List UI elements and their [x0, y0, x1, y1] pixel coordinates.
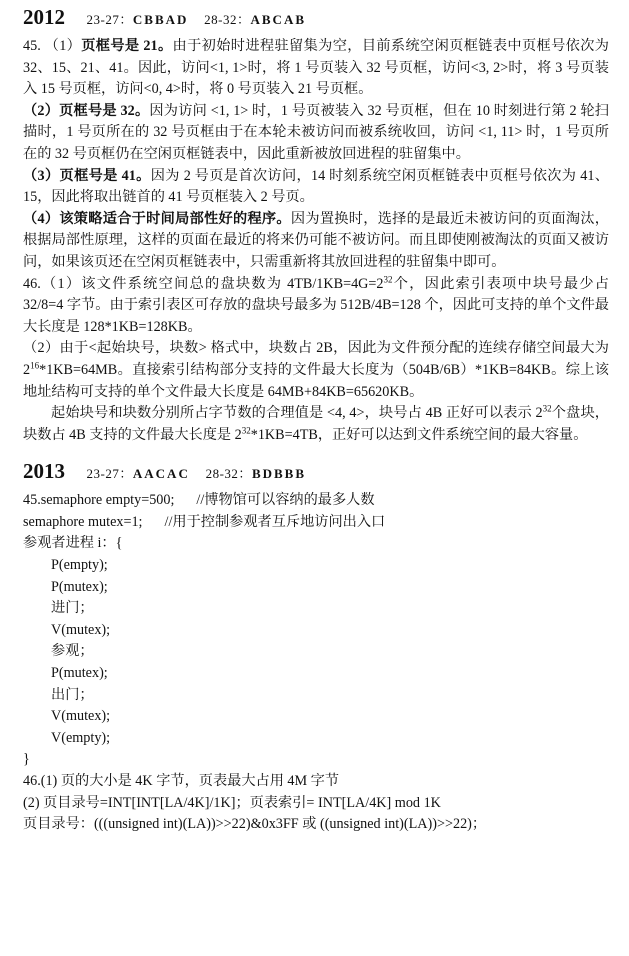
q45-part3-answer: （3）页框号是 41。 — [23, 167, 151, 184]
answer-range: 28-32： — [204, 12, 251, 27]
code-line — [23, 512, 609, 534]
q45-part2-answer: （2）页框号是 32。 — [23, 102, 150, 119]
superscript: 32 — [542, 403, 552, 414]
code-line: P(mutex); — [51, 578, 108, 595]
answer-range: 28-32： — [205, 466, 252, 482]
code-line: } — [23, 751, 30, 768]
q45-part3-text: 因为 2 号页是首次访问，14 时刻系统空闲页框链表中页框号依次为 41、15，因此将取出链首的 41 号页框装入 2 号页。 — [23, 167, 609, 206]
code-line: 出门； — [51, 686, 94, 703]
code-text: semaphore mutex=1; — [23, 513, 143, 530]
q45-part1-text: 由于初始时进程驻留集为空，目前系统空闲页框链表中页框号依次为 32、15、21、41。因此，访问<1, 1>时，将 1 号页装入 32 号页框，访问<3, 2>时，将 3 号页装入 15 号页框，访问<0, 4>时，将 0 号页装入 21 号页框。 — [23, 38, 609, 98]
q45-part1 — [23, 36, 609, 101]
q45-lead: 45. （1） — [23, 38, 82, 54]
q46-part3-text-c: *1KB=4TB，正好可以达到文件系统空间的最大容量。 — [250, 426, 588, 443]
code-line: V(mutex); — [51, 708, 111, 725]
document-page — [23, 0, 609, 836]
code-comment: //博物馆可以容纳的最多人数 — [196, 492, 375, 509]
year-header-2013 — [23, 454, 609, 490]
code-text: 45.semaphore empty=500; — [23, 492, 175, 509]
q45-part4 — [23, 209, 609, 274]
code-line: P(mutex); — [51, 665, 108, 682]
code-line: 进门； — [51, 600, 94, 617]
code-line: P(empty); — [51, 557, 108, 574]
superscript: 32 — [383, 273, 393, 284]
q45-part2 — [23, 101, 609, 166]
q45-part1-answer: 页框号是 21。 — [81, 38, 173, 54]
answer-letters: CBBAD — [132, 12, 189, 27]
q46-2013-line: 46.(1) 页的大小是 4K 字节，页表最大占用 4M 字节 — [23, 773, 340, 789]
code-line: 参观； — [51, 643, 94, 660]
q46-part3 — [23, 403, 609, 446]
answer-letters: BDBBB — [251, 466, 307, 482]
q45-part4-answer: （4）该策略适合于时间局部性好的程序。 — [23, 210, 291, 227]
code-line: V(empty); — [51, 729, 111, 746]
q46-2013-line: (2) 页目录号=INT[INT[LA/4K]/1K]；页表索引= INT[LA/4K] mod 1K — [23, 794, 441, 811]
superscript: 32 — [241, 424, 251, 435]
superscript: 16 — [30, 360, 40, 371]
q46-part3-text-a: 起始块号和块数分别所占字节数的合理值是 <4, 4>，块号占 4B 正好可以表示 2 — [51, 405, 543, 422]
q45-part4-text: 因为置换时，选择的是最近未被访问的页面淘汰，根据局部性原理，这样的页面在最近的将来仍可能不被访问。而且即使刚被淘汰的页面又被访问，如果该页还在空闲页框链表中，只需重新将其放回进程的驻留集中即可。 — [23, 210, 609, 270]
year-header-2012 — [23, 0, 609, 36]
choice-answers — [87, 466, 318, 481]
code-comment: //用于控制参观者互斥地访问出入口 — [164, 513, 386, 530]
q46-part1-text-a: 46.（1）该文件系统空间总的盘块数为 4TB/1KB=4G=2 — [23, 275, 384, 292]
q46-2013-line: 页目录号：(((unsigned int)(LA))>>22)&0x3FF 或 ((unsigned int)(LA))>>22)； — [23, 816, 487, 833]
q46-part2-text-b: *1KB=64MB。直接索引结构部分支持的文件最大长度为（504B/6B）*1KB=84KB。综上该地址结构可支持的单个文件最大长度是 64MB+84KB=65620KB。 — [23, 361, 609, 400]
code-line: 参观者进程 i：{ — [23, 535, 123, 552]
q46-part3-text-b: 个盘块，块数占 4B 支持的文件最大长度是 2 — [23, 405, 609, 443]
year-label: 2012 — [23, 5, 65, 29]
code-line — [23, 490, 609, 512]
answer-range: 23-27： — [86, 12, 133, 27]
answer-letters: ABCAB — [250, 12, 307, 27]
year-label: 2013 — [23, 459, 65, 484]
choice-answers — [87, 12, 318, 27]
q46-part1-text-b: 个，因此索引表项中块号最少占 32/8=4 字节。由于索引表区可存放的盘块号最多为 512B/4B=128 个，因此可支持的单个文件最大长度是 128*1KB=128KB。 — [23, 275, 609, 335]
q46-part2 — [23, 338, 609, 403]
answer-letters: AACAC — [132, 466, 190, 482]
q45-part2-text: 因为访问 <1, 1> 时，1 号页被装入 32 号页框，但在 10 时刻进行第 2 轮扫描时，1 号页所在的 32 号页框由于在本轮未被访问而被系统收回，访问 <1, 11> 时，1 号页所在的 32 号页框仍在空闲页框链表中，因此重新被放回进程的驻留集中。 — [23, 102, 609, 162]
code-line: V(mutex); — [51, 621, 111, 638]
q46-part2-text-a: （2）由于<起始块号，块数> 格式中，块数占 2B，因此为文件预分配的连续存储空间最大为 2 — [23, 340, 609, 378]
q45-part3 — [23, 166, 609, 209]
answer-range: 23-27： — [86, 466, 133, 482]
q46-part1 — [23, 274, 609, 339]
